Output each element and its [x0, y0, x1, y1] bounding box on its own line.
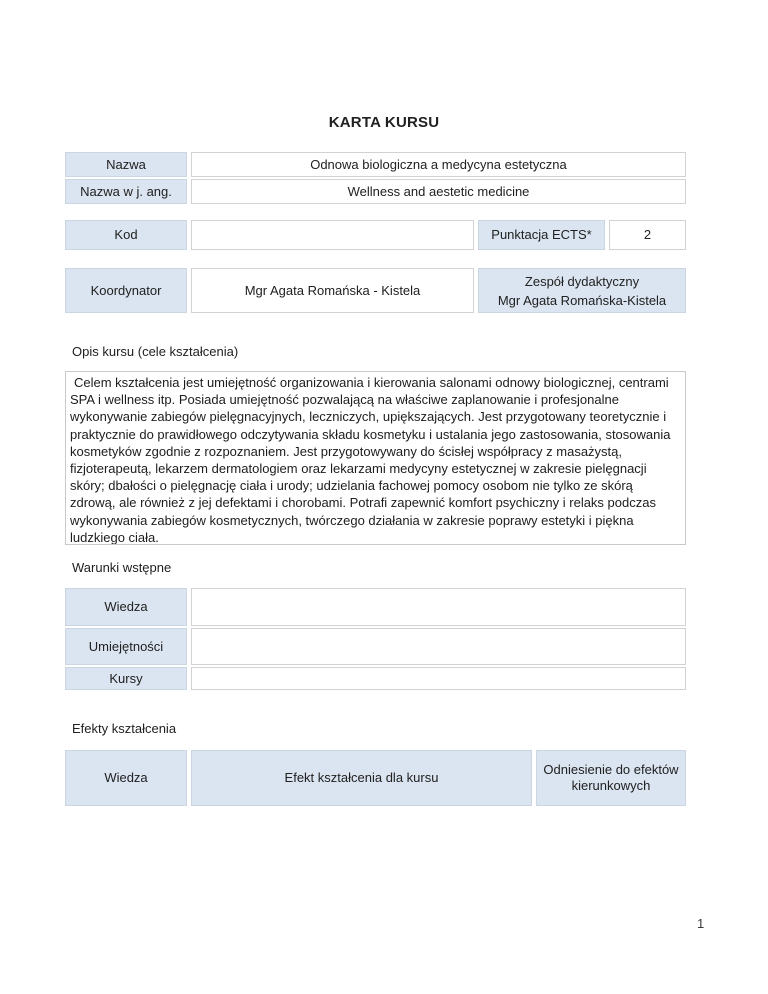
teaching-team-member: Mgr Agata Romańska-Kistela: [497, 292, 667, 308]
table-header-row: [65, 750, 686, 806]
outcomes-header-effect-cell: Efekt kształcenia dla kursu: [191, 750, 532, 806]
learning-outcomes-heading: Efekty kształcenia: [72, 721, 177, 736]
name-en-value-cell: Wellness and aestetic medicine: [191, 179, 686, 204]
learning-outcomes-table: [65, 750, 686, 806]
prereq-skills-value-cell: [191, 628, 686, 665]
ects-label-cell: Punktacja ECTS*: [478, 220, 605, 250]
code-value-cell: [191, 220, 474, 250]
prereq-courses-value-cell: [191, 667, 686, 690]
page-number: 1: [697, 916, 705, 931]
coordinator-value-cell: Mgr Agata Romańska - Kistela: [191, 268, 474, 313]
outcomes-header-knowledge-cell: Wiedza: [65, 750, 187, 806]
prereq-knowledge-value-cell: [191, 588, 686, 626]
name-label-cell: Nazwa: [65, 152, 187, 177]
prerequisites-table: [65, 588, 686, 690]
table-row: [65, 588, 686, 626]
table-row: [65, 628, 686, 665]
teaching-team-cell: [478, 268, 686, 313]
teaching-team-label: Zespół dydaktyczny: [524, 273, 640, 289]
table-row: [65, 667, 686, 690]
course-description-heading: Opis kursu (cele kształcenia): [72, 344, 239, 359]
course-name-table: [65, 152, 686, 204]
coordinator-label-cell: Koordynator: [65, 268, 187, 313]
prerequisites-heading: Warunki wstępne: [72, 560, 172, 575]
name-value-cell: Odnowa biologiczna a medycyna estetyczna: [191, 152, 686, 177]
outcomes-header-reference-cell: Odniesienie do efektów kierunkowych: [536, 750, 686, 806]
name-en-label-cell: Nazwa w j. ang.: [65, 179, 187, 204]
ects-value-cell: 2: [609, 220, 686, 250]
prereq-knowledge-label-cell: Wiedza: [65, 588, 187, 626]
code-ects-table: [65, 220, 686, 250]
document-title: KARTA KURSU: [328, 114, 440, 131]
code-label-cell: Kod: [65, 220, 187, 250]
table-row: [65, 152, 686, 177]
table-row: [65, 220, 686, 250]
prereq-courses-label-cell: Kursy: [65, 667, 187, 690]
prereq-skills-label-cell: Umiejętności: [65, 628, 187, 665]
coordinator-table: [65, 268, 686, 313]
table-row: [65, 179, 686, 204]
table-row: [65, 268, 686, 313]
course-description-text: Celem kształcenia jest umiejętność organizowania i kierowania salonami odnowy biologicznej, centrami SPA i wellness itp. Posiada umiejętność pozwalającą na właściwe zaplanowanie i profesjonalne wykonywanie zabiegów pielęgnacyjnych, leczniczych, upiększających. Jest przygotowany teoretycznie i praktycznie do prawidłowego odczytywania składu kosmetyku i ustalania jego zastosowania, stosowania kosmetyków zgodnie z rozpoznaniem. Jest przygotowywany do ścisłej współpracy z masażystą, fizjoterapeutą, lekarzem dermatologiem oraz lekarzami medycyny estetycznej w zakresie pielęgnacji skóry; dbałości o pielęgnację ciała i urody; udzielania fachowej pomocy osobom nie tylko ze skórą zdrową, ale również z jej defektami i chorobami. Potrafi zapewnić komfort psychiczny i relaks podczas wykonywania zabiegów kosmetycznych, twórczego działania w zakresie poprawy estetyki i piękna ludzkiego ciała.: [65, 371, 686, 545]
